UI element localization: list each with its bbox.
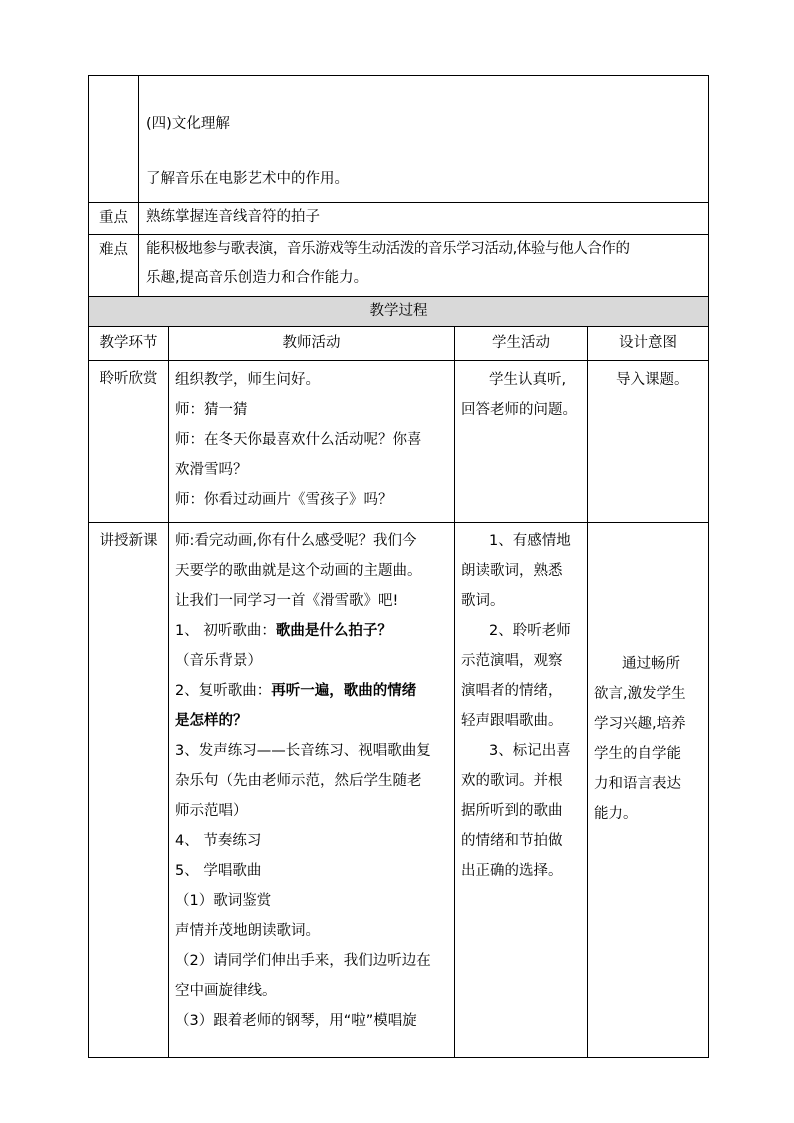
difficulty-row: [89, 235, 709, 299]
key-point-label: 重点: [89, 203, 139, 235]
student-line: 示范演唱，观察: [461, 653, 563, 669]
teacher-line: （3）跟着老师的钢琴，用“啦”模唱旋: [175, 1013, 417, 1029]
student-line: 2、聆听老师: [489, 623, 571, 639]
teacher-line: （1）歌词鉴赏: [175, 893, 272, 909]
teacher-line: 声情并茂地朗读歌词。: [175, 923, 320, 939]
design-intent-listening: [588, 361, 709, 523]
teacher-line: 杂乐句（先由老师示范，然后学生随老: [175, 773, 422, 789]
teacher-line: 欢滑雪吗？: [175, 462, 248, 478]
difficulty-line-2: 乐趣,提高音乐创造力和合作能力。: [146, 270, 369, 286]
teacher-line: 组织教学，师生问好。: [175, 372, 320, 388]
stage-listening: 聆听欣赏: [89, 361, 169, 523]
table-row: [89, 523, 709, 1058]
teacher-line: 4、 节奏练习: [175, 833, 262, 849]
process-title-row: [89, 297, 709, 327]
intent-line: 欲言,激发学生: [594, 686, 686, 702]
student-line: 的情绪和节拍做: [461, 833, 563, 849]
intent-line: 能力。: [594, 806, 638, 822]
column-header-row: [89, 327, 709, 361]
student-line: 轻声跟唱歌曲。: [461, 713, 563, 729]
teacher-question: 歌曲是什么拍子？: [275, 623, 392, 639]
student-line: 回答老师的问题。: [461, 402, 577, 418]
intent-line: 力和语言表达: [594, 776, 681, 792]
header-design-intent: 设计意图: [588, 327, 709, 361]
difficulty-text: [139, 235, 709, 299]
intent-line: 导入课题。: [616, 372, 689, 388]
teacher-line: 3、发声练习——长音练习、视唱歌曲复: [175, 743, 431, 759]
student-line: 朗读歌词，熟悉: [461, 563, 563, 579]
student-line: 歌词。: [461, 593, 505, 609]
student-line: 3、标记出喜: [489, 743, 571, 759]
teacher-text: 1、 初听歌曲：: [175, 623, 276, 639]
culture-heading: (四)文化理解: [146, 116, 230, 132]
student-line: 1、有感情地: [489, 533, 571, 549]
intent-line: 学习兴趣,培养: [594, 716, 686, 732]
teacher-line: 师：你看过动画片《雪孩子》吗？: [175, 492, 393, 508]
student-activity-listening: [455, 361, 588, 523]
student-line: 据所听到的歌曲: [461, 803, 563, 819]
process-title: 教学过程: [89, 297, 709, 327]
teacher-line: （音乐背景）: [175, 653, 262, 669]
header-teacher-activity: 教师活动: [169, 327, 455, 361]
objectives-table: [88, 75, 709, 299]
teacher-line: 天要学的歌曲就是这个动画的主题曲。: [175, 563, 422, 579]
teacher-text: 2、复听歌曲：: [175, 683, 272, 699]
intent-line: 通过畅所: [622, 656, 680, 672]
teacher-question: 是怎样的？: [175, 713, 248, 729]
teaching-process-table: [88, 296, 709, 1058]
teacher-line: 5、 学唱歌曲: [175, 863, 262, 879]
student-activity-new-lesson: [455, 523, 588, 1058]
student-line: 学生认真听,: [489, 372, 567, 388]
culture-row: [89, 76, 709, 203]
teacher-line: （2）请同学们伸出手来，我们边听边在: [175, 953, 431, 969]
teacher-activity-new-lesson: [169, 523, 455, 1058]
teacher-line: 师示范唱）: [175, 803, 248, 819]
teacher-line: 师：在冬天你最喜欢什么活动呢？你喜: [175, 432, 422, 448]
teacher-line: [175, 676, 450, 706]
student-line: 出正确的选择。: [461, 863, 563, 879]
stage-new-lesson: 讲授新课: [89, 523, 169, 1058]
teacher-line: 师:看完动画,你有什么感受呢？我们今: [175, 533, 417, 549]
teacher-activity-listening: [169, 361, 455, 523]
header-student-activity: 学生活动: [455, 327, 588, 361]
culture-content-cell: [139, 76, 709, 203]
student-line: 欢的歌词。并根: [461, 773, 563, 789]
student-line: 演唱者的情绪，: [461, 683, 563, 699]
table-row: [89, 361, 709, 523]
teacher-line: [175, 706, 450, 736]
difficulty-line-1: 能积极地参与歌表演，音乐游戏等生动活泼的音乐学习活动,体验与他人合作的: [146, 241, 630, 257]
key-point-row: [89, 203, 709, 235]
key-point-text: 熟练掌握连音线音符的拍子: [139, 203, 709, 235]
teacher-line: 让我们一同学习一首《滑雪歌》吧!: [175, 593, 399, 609]
culture-text: 了解音乐在电影艺术中的作用。: [146, 171, 349, 187]
teacher-line: 师：猜一猜: [175, 402, 248, 418]
teacher-line: 空中画旋律线。: [175, 983, 277, 999]
teacher-line: [175, 616, 450, 646]
intent-line: 学生的自学能: [594, 746, 681, 762]
header-stage: 教学环节: [89, 327, 169, 361]
design-intent-new-lesson: [588, 523, 709, 1058]
teacher-question: 再听一遍，歌曲的情绪: [271, 683, 417, 699]
difficulty-label: 难点: [89, 235, 139, 299]
culture-label-cell: [89, 76, 139, 203]
